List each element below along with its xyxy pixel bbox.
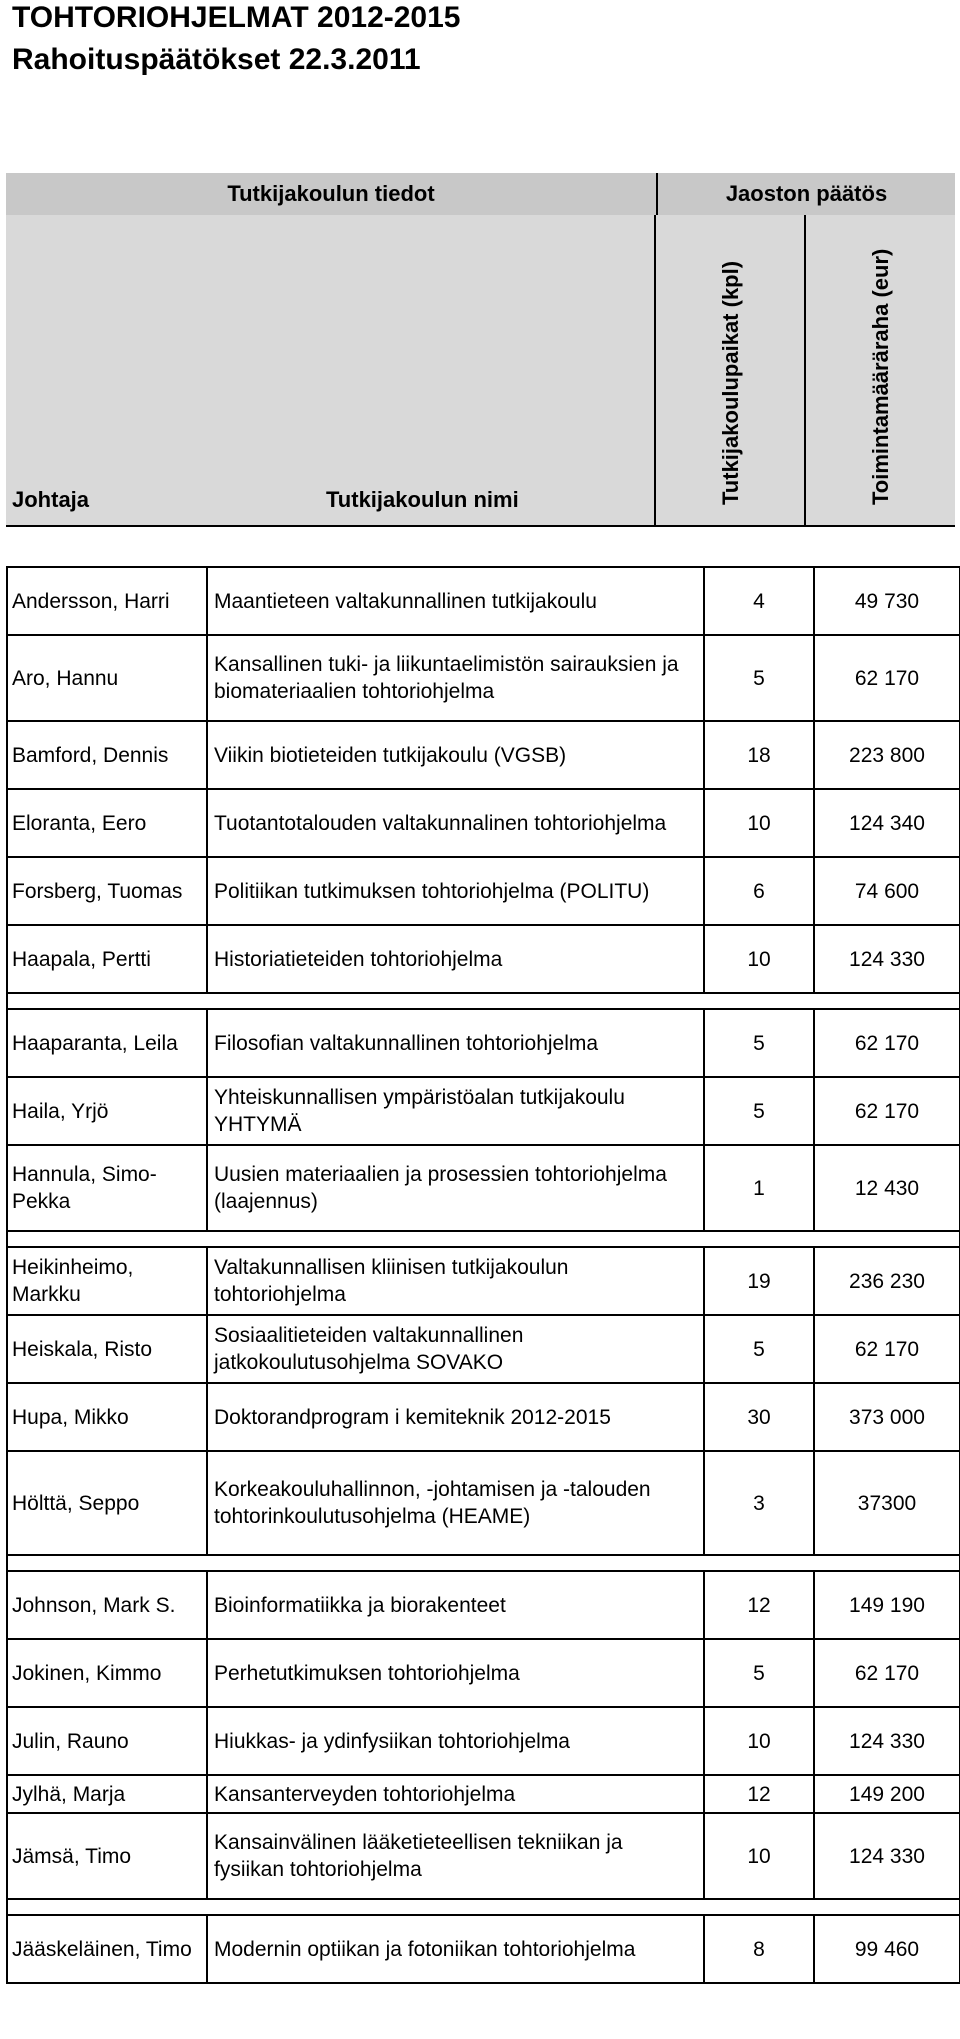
school-name-cell: Maantieteen valtakunnallinen tutkijakoulu [207, 567, 704, 635]
row-spacer [7, 1555, 960, 1571]
school-name-cell: Korkeakouluhallinnon, -johtamisen ja -talouden tohtorinkoulutusohjelma (HEAME) [207, 1451, 704, 1555]
places-cell: 5 [704, 1009, 814, 1077]
table-row [7, 721, 960, 789]
table-row [7, 1775, 960, 1813]
school-name-cell: Viikin biotieteiden tutkijakoulu (VGSB) [207, 721, 704, 789]
school-name-cell: Kansallinen tuki- ja liikuntaelimistön sairauksien ja biomateriaalien tohtoriohjelma [207, 635, 704, 721]
table-row [7, 1009, 960, 1077]
school-name-cell: Perhetutkimuksen tohtoriohjelma [207, 1639, 704, 1707]
header-funding: Toimintamääräraha (eur) [868, 248, 893, 505]
table-row [7, 635, 960, 721]
school-name-cell: Historiatieteiden tohtoriohjelma [207, 925, 704, 993]
table-header [6, 173, 955, 525]
places-cell: 10 [704, 789, 814, 857]
funding-cell: 373 000 [814, 1383, 960, 1451]
school-name-cell: Politiikan tutkimuksen tohtoriohjelma (POLITU) [207, 857, 704, 925]
places-cell: 6 [704, 857, 814, 925]
leader-cell: Haaparanta, Leila [7, 1009, 207, 1077]
funding-cell: 37300 [814, 1451, 960, 1555]
row-spacer [7, 1231, 960, 1247]
places-cell: 12 [704, 1571, 814, 1639]
header-group-school-info: Tutkijakoulun tiedot [6, 173, 656, 215]
leader-cell: Jylhä, Marja [7, 1775, 207, 1813]
funding-cell: 62 170 [814, 1639, 960, 1707]
row-spacer [7, 993, 960, 1009]
table-row [7, 1383, 960, 1451]
funding-cell: 62 170 [814, 1077, 960, 1145]
school-name-cell: Kansainvälinen lääketieteellisen tekniikan ja fysiikan tohtoriohjelma [207, 1813, 704, 1899]
school-name-cell: Modernin optiikan ja fotoniikan tohtoriohjelma [207, 1915, 704, 1983]
leader-cell: Hölttä, Seppo [7, 1451, 207, 1555]
places-cell: 19 [704, 1247, 814, 1315]
row-spacer-cell [7, 1899, 960, 1915]
row-spacer-cell [7, 1555, 960, 1571]
table-row [7, 1915, 960, 1983]
places-cell: 18 [704, 721, 814, 789]
funding-cell: 223 800 [814, 721, 960, 789]
school-name-cell: Sosiaalitieteiden valtakunnallinen jatkokoulutusohjelma SOVAKO [207, 1315, 704, 1383]
school-name-cell: Tuotantotalouden valtakunnalinen tohtoriohjelma [207, 789, 704, 857]
table-row [7, 1707, 960, 1775]
places-cell: 3 [704, 1451, 814, 1555]
leader-cell: Bamford, Dennis [7, 721, 207, 789]
table-row [7, 1247, 960, 1315]
funding-cell: 124 340 [814, 789, 960, 857]
places-cell: 5 [704, 1077, 814, 1145]
places-cell: 8 [704, 1915, 814, 1983]
school-name-cell: Valtakunnallisen kliinisen tutkijakoulun tohtoriohjelma [207, 1247, 704, 1315]
header-divider [6, 525, 955, 527]
places-cell: 1 [704, 1145, 814, 1231]
header-school-name: Tutkijakoulun nimi [326, 487, 519, 512]
school-name-cell: Filosofian valtakunnallinen tohtoriohjelma [207, 1009, 704, 1077]
table-row [7, 1451, 960, 1555]
leader-cell: Heiskala, Risto [7, 1315, 207, 1383]
table-row [7, 1813, 960, 1899]
leader-cell: Jääskeläinen, Timo [7, 1915, 207, 1983]
header-leader: Johtaja [12, 487, 90, 512]
row-spacer-cell [7, 1231, 960, 1247]
leader-cell: Jokinen, Kimmo [7, 1639, 207, 1707]
leader-cell: Julin, Rauno [7, 1707, 207, 1775]
funding-cell: 124 330 [814, 925, 960, 993]
leader-cell: Johnson, Mark S. [7, 1571, 207, 1639]
leader-cell: Jämsä, Timo [7, 1813, 207, 1899]
leader-cell: Andersson, Harri [7, 567, 207, 635]
funding-cell: 124 330 [814, 1707, 960, 1775]
leader-cell: Aro, Hannu [7, 635, 207, 721]
table-row [7, 1077, 960, 1145]
funding-cell: 62 170 [814, 1009, 960, 1077]
funding-table [6, 566, 960, 1984]
school-name-cell: Doktorandprogram i kemiteknik 2012-2015 [207, 1383, 704, 1451]
header-group-decision: Jaoston päätös [656, 173, 955, 215]
funding-cell: 149 200 [814, 1775, 960, 1813]
places-cell: 10 [704, 1813, 814, 1899]
funding-cell: 149 190 [814, 1571, 960, 1639]
table-row [7, 857, 960, 925]
places-cell: 10 [704, 925, 814, 993]
places-cell: 10 [704, 1707, 814, 1775]
funding-cell: 62 170 [814, 635, 960, 721]
leader-cell: Haapala, Pertti [7, 925, 207, 993]
header-cell-funding [806, 215, 955, 525]
table-row [7, 1145, 960, 1231]
leader-cell: Hupa, Mikko [7, 1383, 207, 1451]
funding-cell: 49 730 [814, 567, 960, 635]
school-name-cell: Bioinformatiikka ja biorakenteet [207, 1571, 704, 1639]
school-name-cell: Hiukkas- ja ydinfysiikan tohtoriohjelma [207, 1707, 704, 1775]
school-name-cell: Kansanterveyden tohtoriohjelma [207, 1775, 704, 1813]
header-cell-school [206, 215, 656, 525]
leader-cell: Forsberg, Tuomas [7, 857, 207, 925]
places-cell: 5 [704, 1315, 814, 1383]
page-title: TOHTORIOHJELMAT 2012-2015 [12, 1, 461, 34]
row-spacer [7, 1899, 960, 1915]
header-cell-places [656, 215, 806, 525]
table-row [7, 1315, 960, 1383]
table-row [7, 567, 960, 635]
funding-cell: 99 460 [814, 1915, 960, 1983]
table-row [7, 1571, 960, 1639]
funding-cell: 12 430 [814, 1145, 960, 1231]
leader-cell: Haila, Yrjö [7, 1077, 207, 1145]
leader-cell: Eloranta, Eero [7, 789, 207, 857]
funding-cell: 62 170 [814, 1315, 960, 1383]
places-cell: 30 [704, 1383, 814, 1451]
funding-cell: 124 330 [814, 1813, 960, 1899]
table-row [7, 1639, 960, 1707]
funding-cell: 74 600 [814, 857, 960, 925]
school-name-cell: Yhteiskunnallisen ympäristöalan tutkijakoulu YHTYMÄ [207, 1077, 704, 1145]
places-cell: 4 [704, 567, 814, 635]
places-cell: 5 [704, 635, 814, 721]
page-subtitle: Rahoituspäätökset 22.3.2011 [12, 43, 421, 76]
header-places: Tutkijakoulupaikat (kpl) [718, 260, 743, 505]
table-row [7, 925, 960, 993]
header-cell-leader [6, 215, 206, 525]
row-spacer-cell [7, 993, 960, 1009]
leader-cell: Heikinheimo, Markku [7, 1247, 207, 1315]
places-cell: 5 [704, 1639, 814, 1707]
table-row [7, 789, 960, 857]
school-name-cell: Uusien materiaalien ja prosessien tohtoriohjelma (laajennus) [207, 1145, 704, 1231]
places-cell: 12 [704, 1775, 814, 1813]
funding-cell: 236 230 [814, 1247, 960, 1315]
leader-cell: Hannula, Simo-Pekka [7, 1145, 207, 1231]
